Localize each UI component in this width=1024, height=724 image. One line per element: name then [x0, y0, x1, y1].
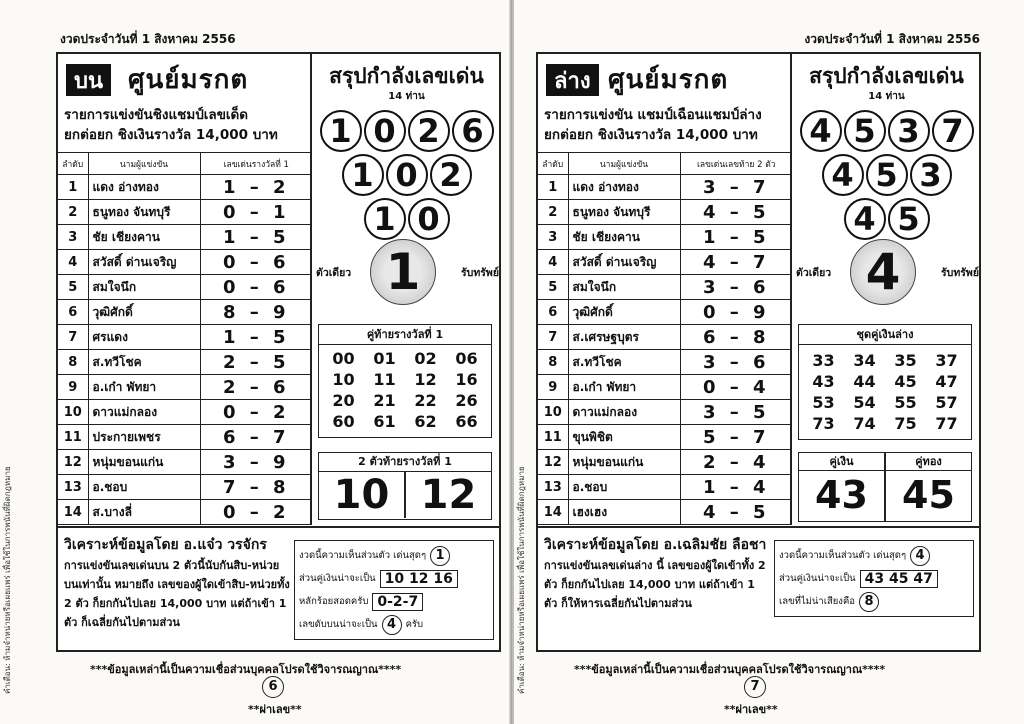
- row-numbers: 3 – 9: [200, 450, 312, 475]
- row-numbers: 5 – 7: [680, 425, 792, 450]
- row-rank: 9: [538, 375, 568, 400]
- opinion-suffix: ครับ: [405, 619, 424, 630]
- pair-number: 60: [332, 412, 355, 431]
- row-numbers: 1 – 5: [680, 225, 792, 250]
- digit-circle: 1: [342, 154, 384, 196]
- section-tag: ล่าง: [546, 64, 599, 96]
- digit-circle: 3: [888, 110, 930, 152]
- brand-title: ศูนย์มรกต: [608, 65, 729, 95]
- digit-row-2: [314, 154, 499, 196]
- row-numbers: 8 – 9: [200, 300, 312, 325]
- row-numbers: 1 – 5: [200, 225, 312, 250]
- col-header-name: นามผู้แข่งขัน: [568, 153, 680, 175]
- summary-subtitle: 14 ท่าน: [868, 91, 905, 102]
- col-header-numbers: เลขเด่นรางวัลที่ 1: [200, 153, 312, 175]
- row-rank: 10: [58, 400, 88, 425]
- row-rank: 4: [58, 250, 88, 275]
- prize-subtitle: ยกต่อยก ชิงเงินรางวัล 14,000 บาท: [544, 127, 758, 143]
- digit-circle: 3: [910, 154, 952, 196]
- page-number: 7: [744, 676, 766, 698]
- table-row: [58, 225, 312, 250]
- row-numbers: 0 – 6: [200, 250, 312, 275]
- row-name: ธนูทอง จันทบุรี: [568, 200, 680, 225]
- opinion-value: 10 12 16: [380, 570, 458, 588]
- pair-number: 10: [332, 370, 355, 389]
- digit-circle: 0: [364, 110, 406, 152]
- two-digit-value: 10: [319, 471, 406, 518]
- digit-circle: 5: [844, 110, 886, 152]
- table-row: [538, 175, 792, 200]
- pair-number: 26: [455, 391, 478, 410]
- right-frame: [536, 52, 981, 652]
- row-name: ศรแดง: [88, 325, 200, 350]
- digit-circle: 1: [320, 110, 362, 152]
- row-name: ส.บางลี่: [88, 500, 200, 525]
- pair-number: 54: [853, 393, 876, 412]
- summary-column: [794, 54, 979, 524]
- row-name: เฮงเฮง: [568, 500, 680, 525]
- opinion-label: ส่วนคู่เงินน่าจะเป็น: [299, 573, 376, 584]
- row-numbers: 3 – 6: [680, 350, 792, 375]
- row-rank: 14: [58, 500, 88, 525]
- analysis-section: [58, 526, 499, 650]
- summary-title: สรุปกำลังเลขเด่น: [809, 64, 964, 88]
- table-row: [58, 400, 312, 425]
- row-rank: 12: [538, 450, 568, 475]
- row-name: อ.ชอบ: [568, 475, 680, 500]
- row-numbers: 1 – 4: [680, 475, 792, 500]
- col-header-rank: ลำดับ: [58, 153, 88, 175]
- pair-number: 75: [894, 414, 917, 433]
- pair-number: 45: [894, 372, 917, 391]
- digit-circle: 5: [888, 198, 930, 240]
- contest-subtitle: รายการแข่งขัน แชมป์เฉือนแชมป์ล่าง: [544, 107, 762, 123]
- publication-name: **ผ่าเลข**: [724, 703, 778, 716]
- table-row: [538, 425, 792, 450]
- row-numbers: 6 – 8: [680, 325, 792, 350]
- row-rank: 14: [538, 500, 568, 525]
- opinion-value: 0-2-7: [372, 593, 423, 611]
- row-numbers: 2 – 4: [680, 450, 792, 475]
- pair-number: 53: [812, 393, 835, 412]
- pair-number: 37: [935, 351, 958, 370]
- digit-circle: 5: [866, 154, 908, 196]
- brand-title: ศูนย์มรกต: [128, 65, 249, 95]
- contest-column: [58, 54, 312, 524]
- digit-circle: 4: [844, 198, 886, 240]
- pair-number: 74: [853, 414, 876, 433]
- right-page: [512, 0, 1024, 724]
- digit-row-3: [314, 198, 499, 240]
- opinion-value: 4: [382, 615, 402, 635]
- table-row: [538, 450, 792, 475]
- table-row: [58, 250, 312, 275]
- opinion-box: [774, 540, 974, 617]
- section-tag: บน: [66, 64, 111, 96]
- analysis-heading: วิเคราะห์ข้อมูลโดย อ.แจ๋ว วรจักร: [64, 537, 267, 553]
- low-pairs-box: [798, 324, 972, 440]
- gold-label: คู่ทอง: [886, 453, 971, 471]
- contest-column: [538, 54, 792, 524]
- table-row: [58, 500, 312, 525]
- opinion-row: [779, 567, 969, 590]
- col-header-rank: ลำดับ: [538, 153, 568, 175]
- row-numbers: 2 – 6: [200, 375, 312, 400]
- pairs-grid: [319, 345, 491, 437]
- issue-date: งวดประจำวันที่ 1 สิงหาคม 2556: [60, 32, 236, 46]
- row-name: ส.ทวีโชค: [88, 350, 200, 375]
- row-rank: 6: [538, 300, 568, 325]
- row-name: ธนูทอง จันทบุรี: [88, 200, 200, 225]
- table-row: [58, 375, 312, 400]
- disclaimer: ***ข้อมูลเหล่านี้เป็นความเชื่อส่วนบุคคลโปรดใช้วิจารณญาณ****: [574, 663, 886, 676]
- row-name: หนุ่มขอนแก่น: [88, 450, 200, 475]
- table-row: [58, 275, 312, 300]
- row-numbers: 0 – 2: [200, 400, 312, 425]
- page-number: 6: [262, 676, 284, 698]
- pair-number: 57: [935, 393, 958, 412]
- money-value: 43: [815, 473, 868, 517]
- single-right-label: รับทรัพย์: [461, 267, 499, 279]
- row-rank: 11: [58, 425, 88, 450]
- row-numbers: 0 – 1: [200, 200, 312, 225]
- table-row: [58, 350, 312, 375]
- opinion-row: [299, 590, 489, 613]
- digit-circle: 6: [452, 110, 494, 152]
- row-numbers: 0 – 6: [200, 275, 312, 300]
- pair-number: 20: [332, 391, 355, 410]
- row-numbers: 6 – 7: [200, 425, 312, 450]
- pairs-box: [318, 324, 492, 438]
- money-gold-box: [798, 452, 972, 522]
- contest-subtitle: รายการแข่งขันชิงแชมป์เลขเด็ด: [64, 107, 249, 123]
- table-row: [58, 425, 312, 450]
- summary-title: สรุปกำลังเลขเด่น: [329, 64, 484, 88]
- row-rank: 12: [58, 450, 88, 475]
- digit-row-2: [794, 154, 979, 196]
- col-header-numbers: เลขเด่นเลขท้าย 2 ตัว: [680, 153, 792, 175]
- opinion-box: [294, 540, 494, 640]
- row-name: ชัย เชียงคาน: [88, 225, 200, 250]
- analysis-text: การแข่งขันเลขเด่นบน 2 ตัวนี้นับกันสิบ-หน่วยบนเท่านั้น หมายถึง เลขของผู้ใดเข้าสิบ-หน่วยทั้ง 2 ตัว ก็ยกกันไปเลย 14,000 บาท แต่ถ้าเข้า 1 ตัว ก็เฉลี่ยกันไปตามส่วน: [64, 559, 290, 629]
- opinion-value: 1: [430, 546, 450, 566]
- pair-number: 00: [332, 349, 355, 368]
- title-row: [538, 54, 792, 104]
- table-row: [58, 475, 312, 500]
- row-name: สมใจนึก: [88, 275, 200, 300]
- money-pair: [799, 453, 886, 521]
- analysis-section: [538, 526, 979, 650]
- row-rank: 8: [58, 350, 88, 375]
- single-label: ตัวเดียว: [316, 267, 352, 279]
- gold-pair: [886, 453, 971, 521]
- digit-circle: 0: [386, 154, 428, 196]
- opinion-label: งวดนี้ความเห็นส่วนตัว เด่นสุดๆ: [779, 550, 907, 561]
- row-rank: 2: [58, 200, 88, 225]
- table-row: [58, 325, 312, 350]
- opinion-label: งวดนี้ความเห็นส่วนตัว เด่นสุดๆ: [299, 550, 427, 561]
- single-right-label: รับทรัพย์: [941, 267, 979, 279]
- row-rank: 8: [538, 350, 568, 375]
- row-name: สวัสดิ์ ด่านเจริญ: [568, 250, 680, 275]
- pair-number: 62: [414, 412, 437, 431]
- table-row: [538, 375, 792, 400]
- pair-number: 35: [894, 351, 917, 370]
- table-row: [538, 350, 792, 375]
- row-numbers: 0 – 2: [200, 500, 312, 525]
- pair-number: 43: [812, 372, 835, 391]
- analysis-heading: วิเคราะห์ข้อมูลโดย อ.เฉลิมชัย ลือชา: [544, 537, 767, 553]
- opinion-value: 8: [859, 592, 879, 612]
- row-rank: 5: [58, 275, 88, 300]
- row-rank: 3: [58, 225, 88, 250]
- single-digit: 1: [370, 239, 436, 305]
- opinion-label: ส่วนคู่เงินน่าจะเป็น: [779, 573, 856, 584]
- pair-number: 47: [935, 372, 958, 391]
- title-row: [58, 54, 312, 104]
- digit-circle: 2: [430, 154, 472, 196]
- row-name: ดาวแม่กลอง: [88, 400, 200, 425]
- opinion-label: เลขดับบนน่าจะเป็น: [299, 619, 378, 630]
- row-numbers: 4 – 5: [680, 200, 792, 225]
- row-rank: 1: [538, 175, 568, 200]
- low-pairs-grid: [799, 345, 971, 439]
- opinion-label: หลักร้อยสอดครับ: [299, 596, 369, 607]
- side-warning: คำเตือน: ห้ามจำหน่ายหรือเผยแพร่ เพื่อใช้ในการพนันที่ผิดกฎหมาย: [517, 466, 526, 694]
- row-numbers: 1 – 5: [200, 325, 312, 350]
- row-rank: 13: [58, 475, 88, 500]
- opinion-value: 4: [910, 546, 930, 566]
- row-name: ขุนพิชิต: [568, 425, 680, 450]
- money-label: คู่เงิน: [799, 453, 884, 471]
- row-rank: 3: [538, 225, 568, 250]
- two-digit-title: 2 ตัวท้ายรางวัลที่ 1: [358, 455, 452, 468]
- row-numbers: 2 – 5: [200, 350, 312, 375]
- table-row: [538, 275, 792, 300]
- contestant-table: [58, 152, 312, 525]
- table-row: [538, 300, 792, 325]
- row-numbers: 0 – 9: [680, 300, 792, 325]
- row-numbers: 4 – 5: [680, 500, 792, 525]
- row-numbers: 4 – 7: [680, 250, 792, 275]
- analysis-text: การแข่งขันเลขเด่นล่าง นี้ เลขของผู้ใดเข้าทั้ง 2 ตัว ก็ยกกันไปเลย 14,000 บาท แต่ถ้าเข้า 1 ตัว ก็ให้หารเฉลี่ยกันไปตามส่วน: [544, 559, 766, 610]
- gold-value: 45: [902, 473, 955, 517]
- row-name: อ.เก๋า พัทยา: [568, 375, 680, 400]
- issue-date: งวดประจำวันที่ 1 สิงหาคม 2556: [804, 32, 980, 46]
- table-row: [538, 200, 792, 225]
- digit-row-3: [794, 198, 979, 240]
- row-numbers: 3 – 5: [680, 400, 792, 425]
- col-header-name: นามผู้แข่งขัน: [88, 153, 200, 175]
- pair-number: 06: [455, 349, 478, 368]
- two-digit-value: 12: [406, 471, 491, 518]
- table-row: [538, 325, 792, 350]
- side-warning: คำเตือน: ห้ามจำหน่ายหรือเผยแพร่ เพื่อใช้ในการพนันที่ผิดกฎหมาย: [3, 466, 12, 694]
- opinion-value: 43 45 47: [860, 570, 938, 588]
- single-label: ตัวเดียว: [796, 267, 832, 279]
- contestant-table: [538, 152, 792, 525]
- row-numbers: 3 – 7: [680, 175, 792, 200]
- opinion-label: เลขที่ไม่น่าเสียงคือ: [779, 596, 856, 607]
- table-row: [58, 450, 312, 475]
- digit-row-1: [794, 110, 979, 152]
- single-digit-row: [794, 239, 979, 305]
- row-name: ส.เศรษฐบุตร: [568, 325, 680, 350]
- row-rank: 6: [58, 300, 88, 325]
- row-name: วุฒิศักดิ์: [568, 300, 680, 325]
- pair-number: 21: [373, 391, 396, 410]
- pair-number: 02: [414, 349, 437, 368]
- table-row: [538, 500, 792, 525]
- opinion-row: [779, 544, 969, 567]
- digit-circle: 4: [800, 110, 842, 152]
- row-numbers: 0 – 4: [680, 375, 792, 400]
- row-rank: 2: [538, 200, 568, 225]
- opinion-row: [299, 567, 489, 590]
- row-rank: 5: [538, 275, 568, 300]
- summary-column: [314, 54, 499, 524]
- digit-row-1: [314, 110, 499, 152]
- digit-circle: 7: [932, 110, 974, 152]
- disclaimer: ***ข้อมูลเหล่านี้เป็นความเชื่อส่วนบุคคลโปรดใช้วิจารณญาณ****: [90, 663, 402, 676]
- single-digit: 4: [850, 239, 916, 305]
- table-row: [538, 225, 792, 250]
- opinion-row: [299, 544, 489, 567]
- row-numbers: 3 – 6: [680, 275, 792, 300]
- row-rank: 7: [58, 325, 88, 350]
- table-row: [538, 400, 792, 425]
- single-digit-row: [314, 239, 499, 305]
- row-name: ส.ทวีโชค: [568, 350, 680, 375]
- pair-number: 01: [373, 349, 396, 368]
- pair-number: 11: [373, 370, 396, 389]
- row-name: แดง อ่างทอง: [88, 175, 200, 200]
- row-rank: 9: [58, 375, 88, 400]
- row-rank: 4: [538, 250, 568, 275]
- table-row: [538, 475, 792, 500]
- pair-number: 22: [414, 391, 437, 410]
- table-row: [58, 300, 312, 325]
- pair-number: 77: [935, 414, 958, 433]
- summary-subtitle: 14 ท่าน: [388, 91, 425, 102]
- pair-number: 16: [455, 370, 478, 389]
- low-pairs-title: ชุดคู่เงินล่าง: [799, 325, 971, 345]
- pair-number: 12: [414, 370, 437, 389]
- table-row: [538, 250, 792, 275]
- row-numbers: 7 – 8: [200, 475, 312, 500]
- digit-circle: 0: [408, 198, 450, 240]
- row-name: วุฒิศักดิ์: [88, 300, 200, 325]
- row-rank: 7: [538, 325, 568, 350]
- row-numbers: 1 – 2: [200, 175, 312, 200]
- pair-number: 73: [812, 414, 835, 433]
- row-name: สวัสดิ์ ด่านเจริญ: [88, 250, 200, 275]
- row-name: ดาวแม่กลอง: [568, 400, 680, 425]
- row-name: แดง อ่างทอง: [568, 175, 680, 200]
- left-frame: [56, 52, 501, 652]
- row-name: หนุ่มขอนแก่น: [568, 450, 680, 475]
- digit-circle: 2: [408, 110, 450, 152]
- two-digit-box: [318, 452, 492, 520]
- table-row: [58, 175, 312, 200]
- pair-number: 61: [373, 412, 396, 431]
- row-rank: 13: [538, 475, 568, 500]
- table-row: [58, 200, 312, 225]
- digit-circle: 4: [822, 154, 864, 196]
- row-name: ชัย เชียงคาน: [568, 225, 680, 250]
- row-name: ประกายเพชร: [88, 425, 200, 450]
- pair-number: 66: [455, 412, 478, 431]
- pair-number: 33: [812, 351, 835, 370]
- row-name: อ.เก๋า พัทยา: [88, 375, 200, 400]
- opinion-row: [779, 590, 969, 613]
- row-rank: 10: [538, 400, 568, 425]
- pair-number: 55: [894, 393, 917, 412]
- pairs-title: คู่ท้ายรางวัลที่ 1: [319, 325, 491, 345]
- row-rank: 11: [538, 425, 568, 450]
- pair-number: 34: [853, 351, 876, 370]
- digit-circle: 1: [364, 198, 406, 240]
- pair-number: 44: [853, 372, 876, 391]
- row-rank: 1: [58, 175, 88, 200]
- publication-name: **ผ่าเลข**: [248, 703, 302, 716]
- row-name: สมใจนึก: [568, 275, 680, 300]
- opinion-row: [299, 613, 489, 636]
- prize-subtitle: ยกต่อยก ชิงเงินรางวัล 14,000 บาท: [64, 127, 278, 143]
- row-name: อ.ชอบ: [88, 475, 200, 500]
